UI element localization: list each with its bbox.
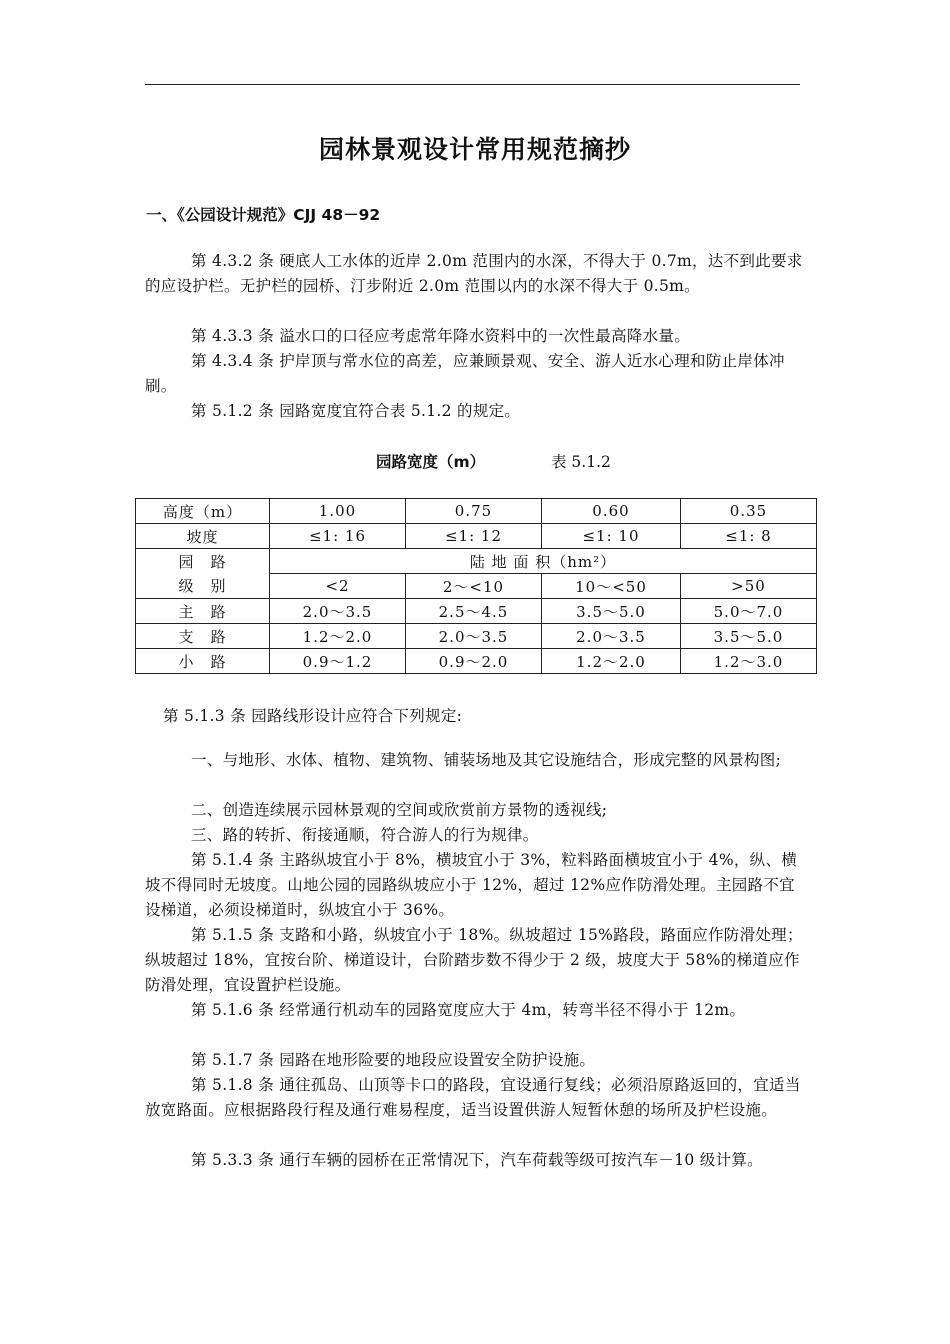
clause-5-1-3: 第 5.1.3 条 园路线形设计应符合下列规定: — [163, 707, 463, 725]
rule-item-2: 二、创造连续展示园林景观的空间或欣赏前方景物的透视线; — [191, 801, 608, 819]
height-cell: 0.35 — [681, 499, 817, 524]
row-label: 小 路 — [136, 649, 270, 674]
table-row-area-ranges — [136, 574, 817, 599]
table-cell: 3.5～5.0 — [542, 599, 681, 624]
slope-cell: ≤1: 10 — [542, 524, 681, 549]
table-cell: 2.0～3.5 — [542, 624, 681, 649]
clause-4-3-3: 第 4.3.3 条 溢水口的口径应考虑常年降水资料中的一次性最高降水量。 — [191, 327, 691, 345]
table-cell: 1.2～2.0 — [270, 624, 406, 649]
height-cell: 0.60 — [542, 499, 681, 524]
table-caption-number: 表 5.1.2 — [551, 453, 611, 471]
area-header: 陆 地 面 积（hm²） — [270, 549, 817, 574]
clause-5-1-8: 第 5.1.8 条 通往孤岛、山顶等卡口的路段，宜设通行复线；必须沿原路返回的，宜适当放宽路面。应根据路段行程及通行难易程度，适当设置供游人短暂休憩的场所及护栏设施。 — [145, 1076, 801, 1119]
clause-4-3-2: 第 4.3.2 条 硬底人工水体的近岸 2.0m 范围内的水深，不得大于 0.7m，达不到此要求的应设护栏。无护栏的园桥、汀步附近 2.0m 范围以内的水深不得大于 0.5m。 — [145, 252, 803, 295]
table-cell: 2.0～3.5 — [406, 624, 542, 649]
road-class-label-bottom: 级 别 — [136, 574, 270, 599]
table-row — [136, 624, 817, 649]
section-heading-1: 一、《公园设计规范》CJJ 48－92 — [146, 206, 381, 224]
clause-5-1-2: 第 5.1.2 条 园路宽度宜符合表 5.1.2 的规定。 — [191, 402, 521, 420]
page-title: 园林景观设计常用规范摘抄 — [318, 135, 631, 164]
table-cell: 5.0～7.0 — [681, 599, 817, 624]
height-label: 高度（m） — [136, 499, 270, 524]
clause-5-1-4: 第 5.1.4 条 主路纵坡宜小于 8%，横坡宜小于 3%，粒料路面横坡宜小于 4%，纵、横坡不得同时无坡度。山地公园的园路纵坡应小于 12%，超过 12%应作防滑处理。主园路不宜设梯道，必须设梯道时，纵坡宜小于 36%。 — [145, 851, 798, 919]
road-class-label-top: 园 路 — [136, 549, 270, 574]
table-cell: 2.0～3.5 — [270, 599, 406, 624]
area-range-cell: 10～<50 — [542, 574, 681, 599]
table-cell: 0.9～2.0 — [406, 649, 542, 674]
rule-item-3: 三、路的转折、衔接通顺，符合游人的行为规律。 — [191, 826, 539, 844]
table-row-slope — [136, 524, 817, 549]
height-cell: 1.00 — [270, 499, 406, 524]
table-cell: 0.9～1.2 — [270, 649, 406, 674]
header-rule — [145, 84, 800, 85]
height-cell: 0.75 — [406, 499, 542, 524]
table-row-height — [136, 499, 817, 524]
clause-5-1-6: 第 5.1.6 条 经常通行机动车的园路宽度应大于 4m，转弯半径不得小于 12m。 — [191, 1001, 746, 1019]
clause-5-1-7: 第 5.1.7 条 园路在地形险要的地段应设置安全防护设施。 — [191, 1051, 596, 1069]
row-label: 支 路 — [136, 624, 270, 649]
table-row-area-header — [136, 549, 817, 574]
table-row — [136, 599, 817, 624]
rule-item-1: 一、与地形、水体、植物、建筑物、铺装场地及其它设施结合，形成完整的风景构图; — [191, 751, 782, 769]
row-label: 主 路 — [136, 599, 270, 624]
slope-label: 坡度 — [136, 524, 270, 549]
area-range-cell: 2～<10 — [406, 574, 542, 599]
slope-cell: ≤1: 8 — [681, 524, 817, 549]
clause-4-3-4: 第 4.3.4 条 护岸顶与常水位的高差，应兼顾景观、安全、游人近水心理和防止岸体冲刷。 — [145, 352, 785, 395]
table-caption-title: 园路宽度（m） — [376, 453, 486, 471]
clause-5-3-3: 第 5.3.3 条 通行车辆的园桥在正常情况下，汽车荷载等级可按汽车－10 级计算。 — [191, 1151, 763, 1169]
table-cell: 1.2～2.0 — [542, 649, 681, 674]
area-range-cell: >50 — [681, 574, 817, 599]
table-cell: 1.2～3.0 — [681, 649, 817, 674]
area-range-cell: <2 — [270, 574, 406, 599]
table-cell: 2.5～4.5 — [406, 599, 542, 624]
road-width-table — [135, 498, 817, 674]
clause-5-1-5: 第 5.1.5 条 支路和小路，纵坡宜小于 18%。纵坡超过 15%路段，路面应作防滑处理；纵坡超过 18%，宜按台阶、梯道设计，台阶踏步数不得少于 2 级，坡度大于 58%的梯道应作防滑处理，宜设置护栏设施。 — [145, 926, 803, 994]
table-row — [136, 649, 817, 674]
slope-cell: ≤1: 16 — [270, 524, 406, 549]
slope-cell: ≤1: 12 — [406, 524, 542, 549]
table-cell: 3.5～5.0 — [681, 624, 817, 649]
